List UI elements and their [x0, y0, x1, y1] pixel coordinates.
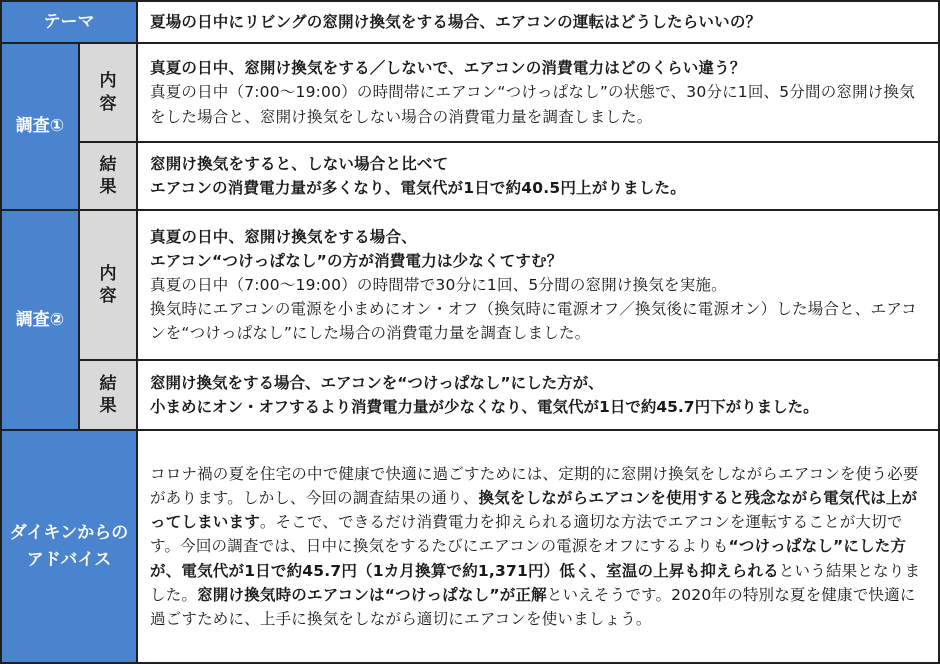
- survey1-result-line1: 窓開け換気をすると、しない場合と比べて: [150, 154, 449, 173]
- survey2-content-title2: エアコン“つけっぱなし”の方が消費電力は少なくてすむ？: [150, 251, 563, 270]
- advice-label: [1, 430, 137, 663]
- survey1-content-label: [79, 43, 137, 142]
- theme-label: テーマ: [1, 1, 137, 43]
- survey2-result-label: [79, 360, 137, 430]
- survey1-content-label-text: 内容: [99, 71, 117, 114]
- survey2-content-label: [79, 210, 137, 360]
- advice-label-line2: アドバイス: [26, 549, 112, 570]
- survey2-content-label-text: 内容: [99, 263, 117, 306]
- advice-text: [137, 430, 939, 663]
- advice-p3: という結果となりました。: [150, 561, 921, 604]
- advice-label-line1: ダイキンからの: [9, 523, 129, 544]
- advice-p1: コロナ禍の夏を住宅の中で健康で快適に過ごすためには、定期的に窓開け換気をしながらエアコンを使う必要があります。しかし、今回の調査結果の通り、: [150, 465, 919, 508]
- survey2-content-title1: 真夏の日中、窓開け換気をする場合、: [150, 227, 417, 246]
- advice-bold3: 窓開け換気時のエアコンは“つけっぱなし”が正解: [197, 585, 547, 604]
- survey1-content-title: 真夏の日中、窓開け換気をする／しないで、エアコンの消費電力はどのくらい違う？: [150, 59, 746, 78]
- survey1-result-line2: エアコンの消費電力量が多くなり、電気代が1日で約40.5円上がりました。: [150, 179, 686, 197]
- survey2-content-body2: 換気時にエアコンの電源を小まめにオン・オフ（換気時に電源オフ／換気後に電源オン）した場合と、エアコンを“つけっぱなし”にした場合の消費電力量を調査しました。: [150, 300, 917, 343]
- survey2-result-label-text: 結果: [99, 373, 117, 416]
- survey1-result-label-text: 結果: [99, 154, 117, 197]
- advice-bold2: “つけっぱなし”にした方が、電気代が1日で約45.7円（1カ月換算で約1,371円）低く、室温の上昇も抑えられる: [150, 537, 907, 580]
- survey1-label: 調査①: [1, 43, 79, 210]
- theme-text-line: 夏場の日中にリビングの窓開け換気をする場合、エアコンの運転はどうしたらいいの？: [150, 12, 762, 31]
- survey1-content: [137, 43, 939, 142]
- survey2-content: [137, 210, 939, 360]
- survey2-content-body1: 真夏の日中（7:00～19:00）の時間帯で30分に1回、5分間の窓開け換気を実施。: [150, 275, 727, 294]
- survey1-result-label: [79, 142, 137, 210]
- survey1-result: [137, 142, 939, 210]
- theme-text: [137, 1, 939, 43]
- survey1-content-body: 真夏の日中（7:00～19:00）の時間帯にエアコン“つけっぱなし”の状態で、30分に1回、5分間の窓開け換気をした場合と、窓開け換気をしない場合の消費電力量を調査しました。: [150, 83, 915, 126]
- advice-bold1: 換気をしながらエアコンを使用すると残念ながら電気代は上がってしまいます: [150, 489, 918, 532]
- advice-p2: 。そこで、できるだけ消費電力を抑えられる適切な方法でエアコンを運転することが大切です。今回の調査では、日中に換気をするたびにエアコンの電源をオフにするよりも: [150, 513, 903, 556]
- advice-p4: といえそうです。2020年の特別な夏を健康で快適に過ごすために、上手に換気をしながら適切にエアコンを使いましょう。: [150, 585, 916, 628]
- survey2-label: 調査②: [1, 210, 79, 430]
- survey2-result-line2: 小まめにオン・オフするより消費電力量が少なくなり、電気代が1日で約45.7円下がりました。: [150, 398, 819, 416]
- survey2-result: [137, 360, 939, 430]
- survey2-result-line1: 窓開け換気をする場合、エアコンを“つけっぱなし”にした方が、: [150, 373, 604, 392]
